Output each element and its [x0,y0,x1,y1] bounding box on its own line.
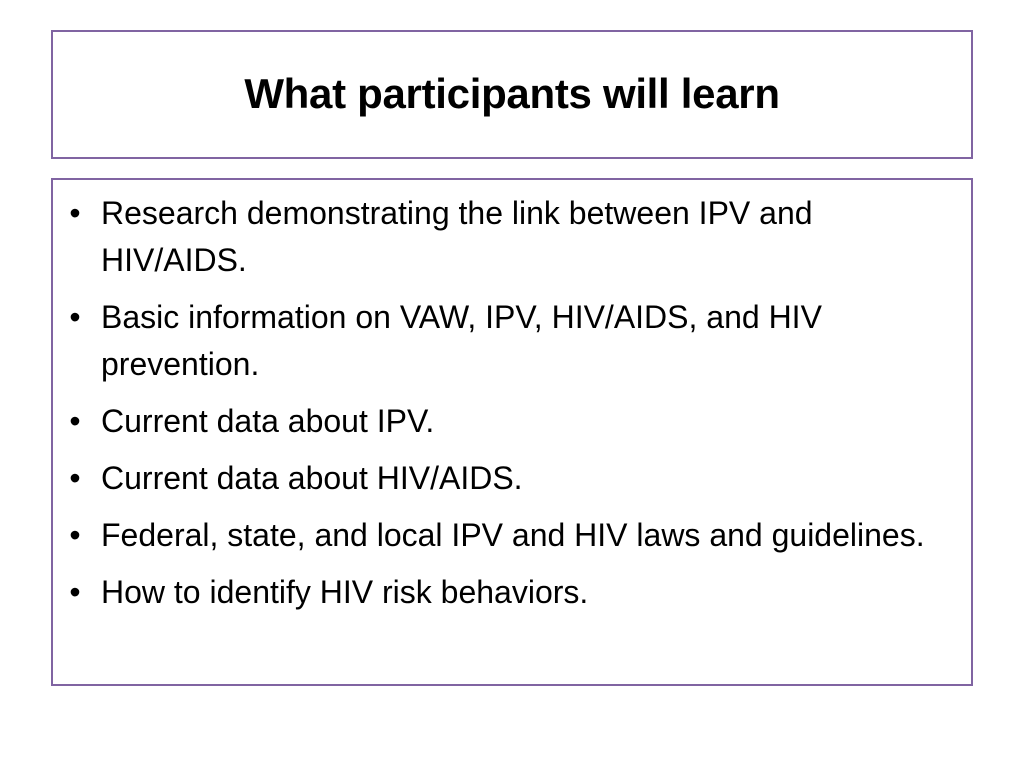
bullet-text: Current data about HIV/AIDS. [101,460,523,496]
title-box [51,30,973,159]
bullet-text: Research demonstrating the link between IPV and HIV/AIDS. [101,195,813,278]
bullet-point-icon: • [69,403,81,439]
bullet-text: How to identify HIV risk behaviors. [101,574,589,610]
bullet-point-icon: • [69,517,81,553]
bullet-item [69,294,941,388]
bullet-text: Federal, state, and local IPV and HIV laws and guidelines. [101,517,925,553]
bullet-point-icon: • [69,299,81,335]
bullet-point-icon: • [69,574,81,610]
bullet-list [53,180,971,616]
bullet-item [69,512,941,559]
bullet-point-icon: • [69,195,81,231]
bullet-item [69,569,941,616]
bullet-item [69,398,941,445]
bullet-point-icon: • [69,460,81,496]
bullet-text: Basic information on VAW, IPV, HIV/AIDS, and HIV prevention. [101,299,822,382]
content-box [51,178,973,686]
slide-title: What participants will learn [244,69,780,117]
bullet-text: Current data about IPV. [101,403,435,439]
bullet-item [69,455,941,502]
bullet-item [69,190,941,284]
